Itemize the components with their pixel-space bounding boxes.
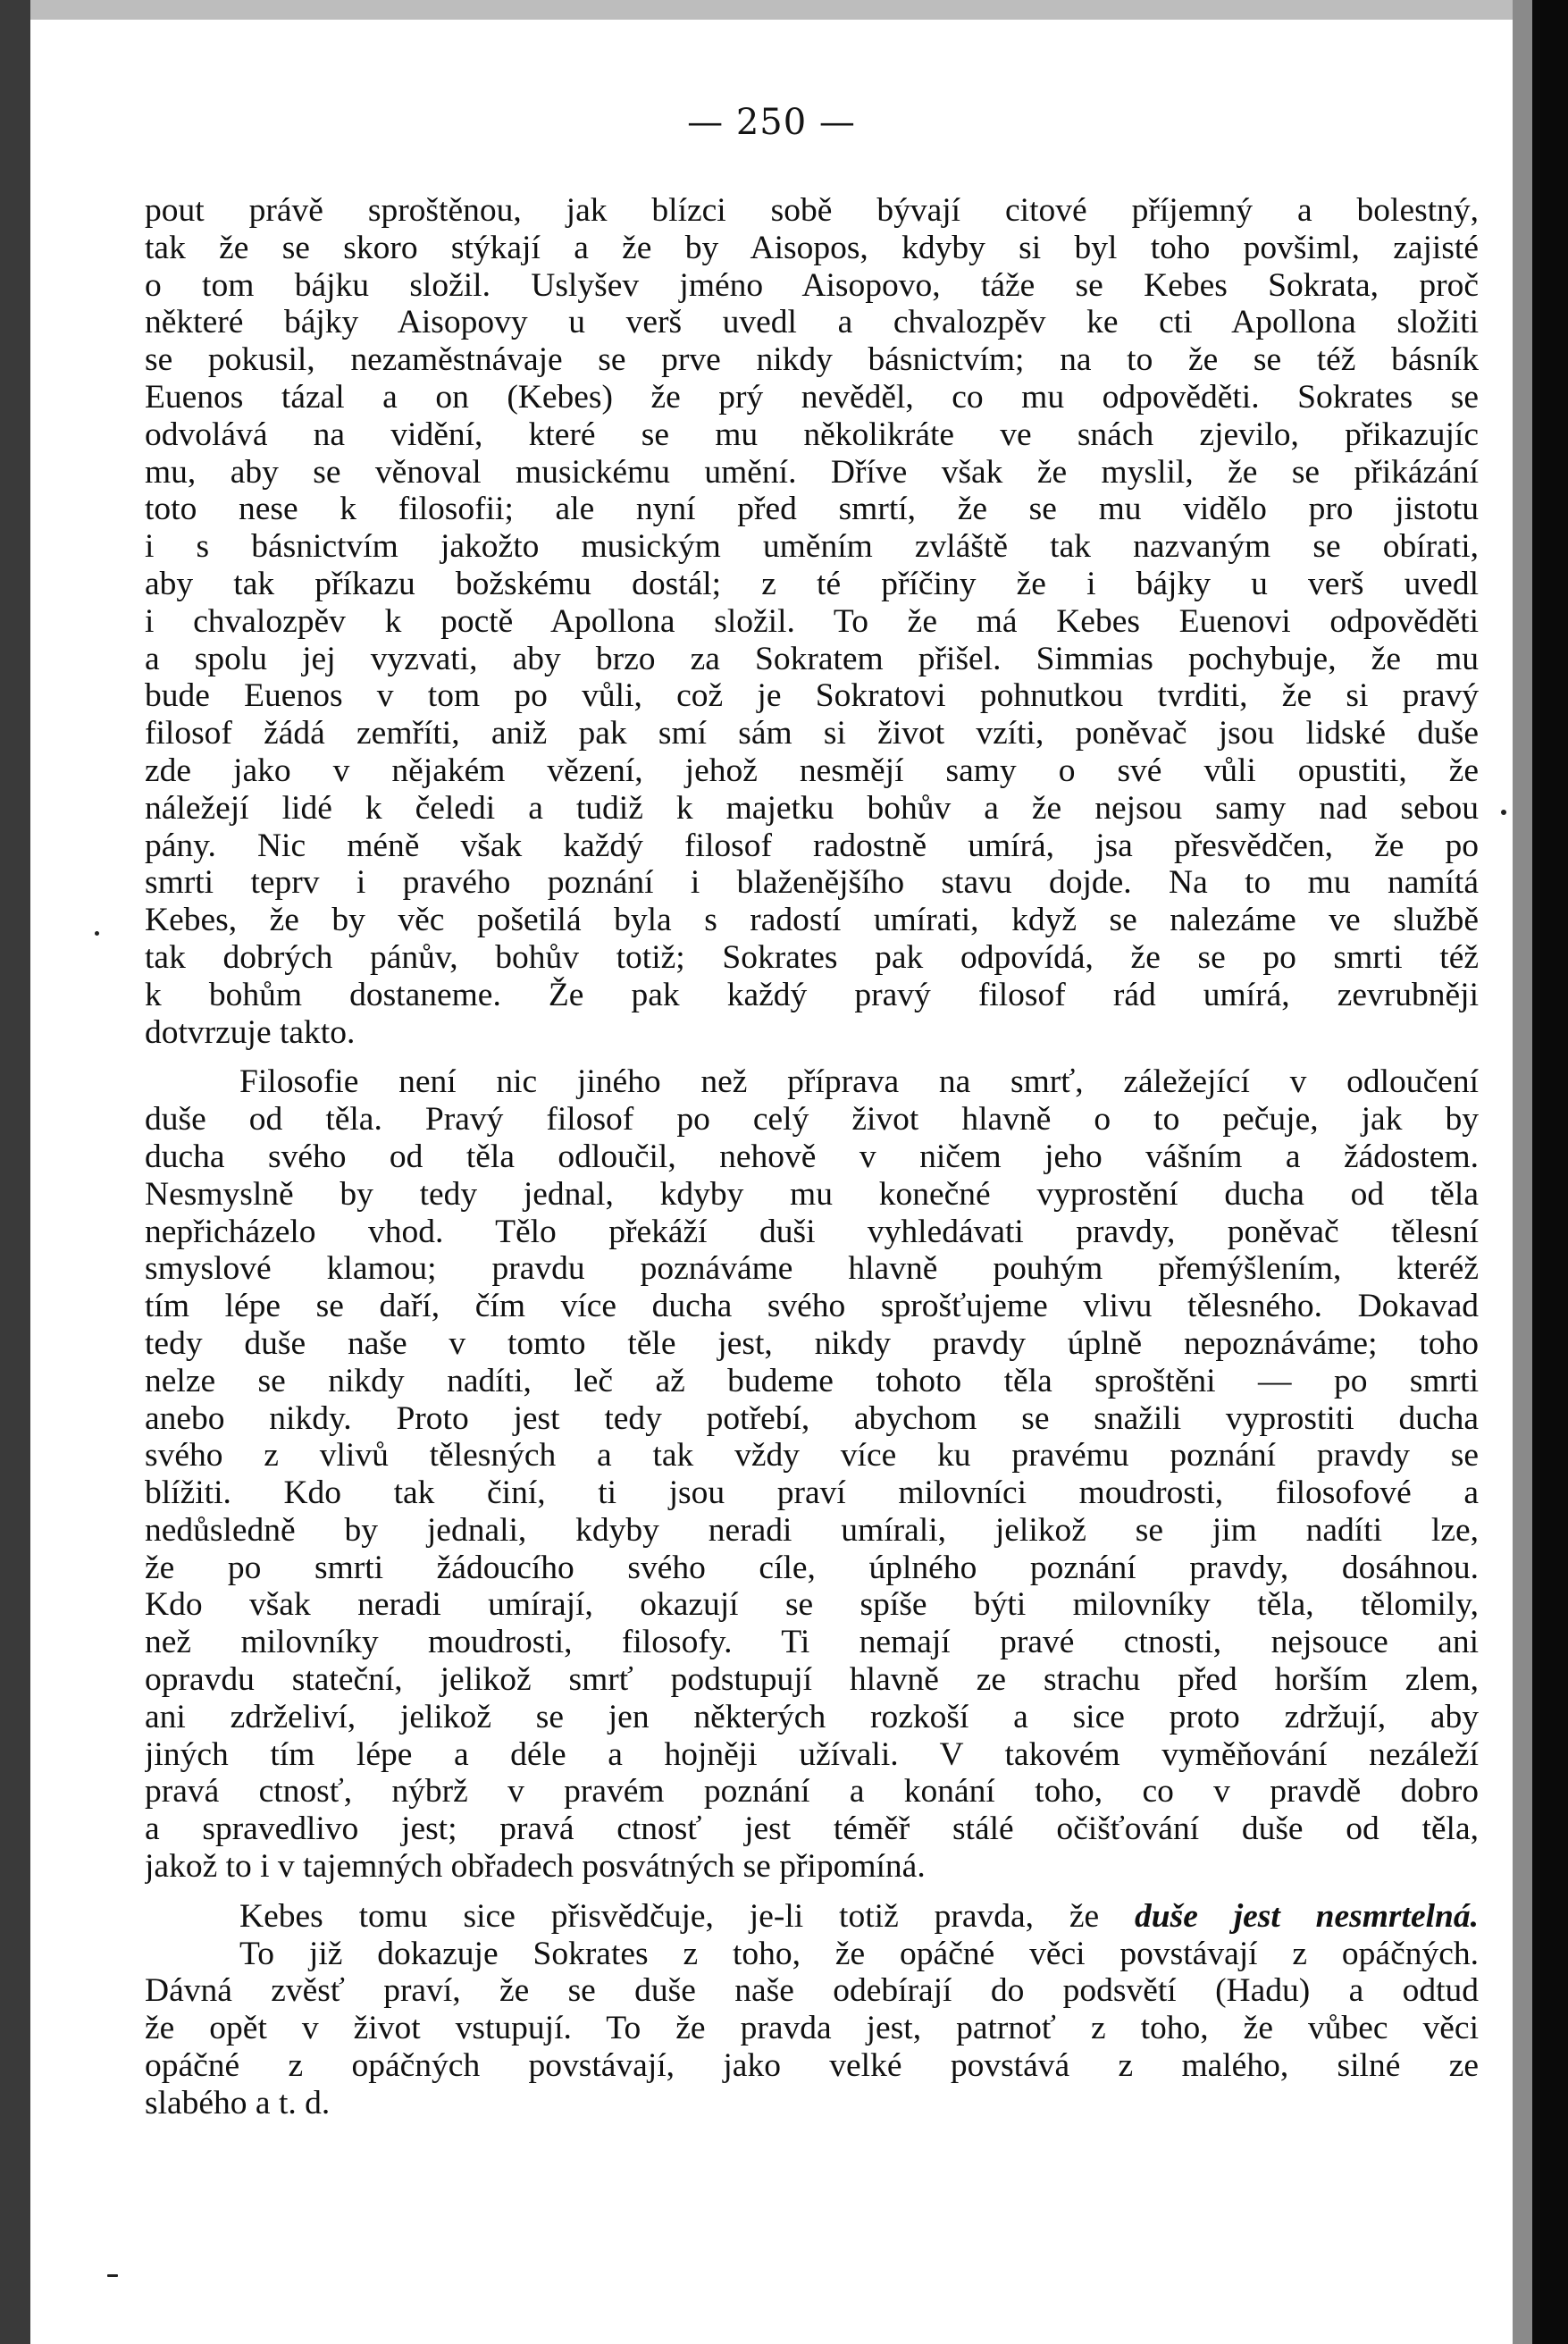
text-line <box>145 1898 1479 1936</box>
text-line: tím lépe se daří, čím více ducha svého sprošťujeme vlivu tělesného. Dokavad <box>145 1288 1479 1325</box>
text-line: mu, aby se věnoval musickému umění. Dříve však že myslil, že se přikázání <box>145 453 1479 491</box>
text-line: tedy duše naše v tomto těle jest, nikdy pravdy úplně nepoznáváme; toho <box>145 1324 1479 1362</box>
text-line: Euenos tázal a on (Kebes) že prý nevěděl, co mu odpověděti. Sokrates se <box>145 378 1479 416</box>
text-line: bude Euenos v tom po vůli, což je Sokratovi pohnutkou tvrditi, že si pravý <box>145 677 1479 715</box>
text-line: Kebes, že by věc pošetilá byla s radostí umírati, když se nalezáme ve službě <box>145 902 1479 939</box>
text-line: nelze se nikdy nadíti, leč až budeme tohoto těla sproštěni — po smrti <box>145 1362 1479 1399</box>
text-line: pány. Nic méně však každý filosof radostně umírá, jsa přesvědčen, že po <box>145 827 1479 864</box>
scan-speck <box>95 931 99 936</box>
text-line: i s básnictvím jakožto musickým uměním zvláště tak nazvaným se obírati, <box>145 528 1479 566</box>
text-line: duše od těla. Pravý filosof po celý život hlavně o to pečuje, jak by <box>145 1101 1479 1138</box>
text-line: anebo nikdy. Proto jest tedy potřebí, abychom se snažili vyprostiti ducha <box>145 1399 1479 1437</box>
text-line: aby tak příkazu božskému dostál; z té příčiny že i bájky u verš uvedl <box>145 565 1479 602</box>
text-line: opáčné z opáčných povstávají, jako velké povstává z malého, silné ze <box>145 2047 1479 2085</box>
text-line: smrti teprv i pravého poznání i blaženějšího stavu dojde. Na to mu namítá <box>145 864 1479 902</box>
text-line: k bohům dostaneme. Že pak každý pravý filosof rád umírá, zevrubněji <box>145 976 1479 1013</box>
text-line: ducha svého od těla odloučil, nehově v ničem jeho vášním a žádostem. <box>145 1138 1479 1175</box>
text-line: že po smrti žádoucího svého cíle, úplného poznání pravdy, dosáhnou. <box>145 1549 1479 1586</box>
paragraph <box>145 192 1479 1051</box>
text-line: filosof žádá zemříti, aniž pak smí sám si život vzíti, poněvač jsou lidské duše <box>145 715 1479 752</box>
page-number: — 250 — <box>687 102 856 143</box>
text-line: zde jako v nějakém vězení, jehož nesmějí samy o své vůli opustiti, že <box>145 752 1479 789</box>
text-line: pout právě sproštěnou, jak blízci sobě bývají citové příjemný a bolestný, <box>145 192 1479 229</box>
text-line: blížiti. Kdo tak činí, ti jsou praví milovníci moudrosti, filosofové a <box>145 1474 1479 1512</box>
text-line: slabého a t. d. <box>145 2084 331 2121</box>
text-line: To již dokazuje Sokrates z toho, že opáčné věci povstávají z opáčných. <box>239 1935 1479 1972</box>
paragraph-gap <box>145 1886 1479 1898</box>
paragraph <box>145 1898 1479 1936</box>
text-line: a spravedlivo jest; pravá ctnosť jest téměř stálé očišťování duše od těla, <box>145 1811 1479 1848</box>
emphasized-text: duše jest nesmrtelná. <box>1135 1897 1479 1935</box>
scan-edge-left <box>0 0 30 2344</box>
text-line: jakož to i v tajemných obřadech posvátných se připomíná. <box>145 1848 926 1886</box>
scan-edge-right <box>1532 0 1568 2344</box>
scan-speck <box>1501 810 1506 815</box>
text-run: Kebes tomu sice přisvědčuje, je-li totiž pravda, že <box>239 1897 1100 1935</box>
text-line: a spolu jej vyzvati, aby brzo za Sokratem přišel. Simmias pochybuje, že mu <box>145 640 1479 677</box>
text-line: tak dobrých pánův, bohův totiž; Sokrates pak odpovídá, že se po smrti též <box>145 938 1479 976</box>
scan-edge-right-shadow <box>1513 0 1532 2344</box>
text-line: než milovníky moudrosti, filosofy. Ti nemají pravé ctnosti, nejsouce ani <box>145 1624 1479 1661</box>
text-line: se pokusil, nezaměstnávaje se prve nikdy básnictvím; na to že se též básník <box>145 341 1479 379</box>
paragraph <box>145 1936 1479 2122</box>
text-line: Dávná zvěsť praví, že se duše naše odebírají do podsvětí (Hadu) a odtud <box>145 1972 1479 2010</box>
text-line: nepřicházelo vhod. Tělo překáží duši vyhledávati pravdy, poněvač tělesní <box>145 1213 1479 1250</box>
text-line: ani zdrželiví, jelikož se jen některých rozkoší a sice proto zdržují, aby <box>145 1698 1479 1735</box>
text-line: Filosofie není nic jiného než příprava na smrť, záležející v odloučení <box>239 1063 1479 1101</box>
text-line: svého z vlivů tělesných a tak vždy více ku pravému poznání pravdy se <box>145 1437 1479 1474</box>
text-line: opravdu stateční, jelikož smrť podstupují hlavně ze strachu před horším zlem, <box>145 1661 1479 1699</box>
text-line: pravá ctnosť, nýbrž v pravém poznání a konání toho, co v pravdě dobro <box>145 1773 1479 1811</box>
text-line: tak že se skoro stýkají a že by Aisopos, kdyby si byl toho povšiml, zajisté <box>145 229 1479 266</box>
scan-speck <box>107 2274 118 2277</box>
text-line: některé bájky Aisopovy u verš uvedl a chvalozpěv ke cti Apollona složiti <box>145 304 1479 341</box>
text-line: jiných tím lépe a déle a hojněji užívali. V takovém vyměňování nezáleží <box>145 1735 1479 1773</box>
text-line: náležejí lidé k čeledi a tudiž k majetku bohův a že nejsou samy nad sebou <box>145 789 1479 827</box>
paragraph <box>145 1063 1479 1886</box>
text-line: Nesmyslně by tedy jednal, kdyby mu konečné vyprostění ducha od těla <box>145 1175 1479 1213</box>
body-text <box>145 192 1479 2122</box>
text-line: i chvalozpěv k poctě Apollona složil. To že má Kebes Euenovi odpověděti <box>145 602 1479 640</box>
text-line: odvolává na vidění, které se mu několikráte ve snách zjevilo, přikazujíc <box>145 416 1479 453</box>
scan-edge-top <box>0 0 1568 20</box>
text-line: o tom bájku složil. Uslyšev jméno Aisopovo, táže se Kebes Sokrata, proč <box>145 266 1479 304</box>
paragraph-gap <box>145 1051 1479 1063</box>
text-line: smyslové klamou; pravdu poznáváme hlavně pouhým přemýšlením, kteréž <box>145 1250 1479 1288</box>
text-line: nedůsledně by jednali, kdyby neradi umírali, jelikož se jim nadíti lze, <box>145 1511 1479 1549</box>
text-line: Kdo však neradi umírají, okazují se spíše býti milovníky těla, tělomily, <box>145 1586 1479 1624</box>
text-line: že opět v život vstupují. To že pravda jest, patrnoť z toho, že vůbec věci <box>145 2010 1479 2047</box>
text-line: toto nese k filosofii; ale nyní před smrtí, že se mu vidělo pro jistotu <box>145 491 1479 528</box>
book-page <box>30 20 1513 2344</box>
text-line: dotvrzuje takto. <box>145 1013 356 1051</box>
